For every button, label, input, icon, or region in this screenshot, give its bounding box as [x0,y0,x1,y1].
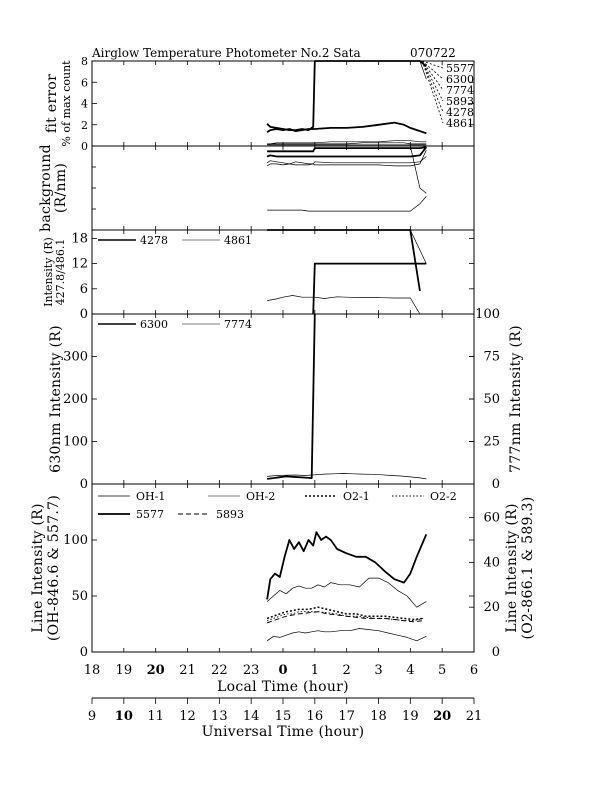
y-tick-label: 0 [81,140,88,153]
y-tick-label-right: 50 [483,392,500,407]
y-axis-label: Line Intensity (R) [30,503,46,633]
y-tick-label: 18 [71,231,88,247]
universal-time-label: Universal Time (hour) [201,724,365,740]
y-tick-label: 12 [71,256,88,272]
series-label: 7774 [446,84,474,97]
y-axis-label-2: (R/nm) [53,162,69,214]
local-time-tick-label: 6 [469,663,479,678]
panel-frame [92,61,474,146]
y-tick-label-right: 0 [491,477,500,492]
series-line-s4 [267,196,426,211]
panel-frame [92,314,474,484]
y-tick-label: 2 [81,118,88,132]
series-label: 5893 [446,95,474,108]
y-tick-label-right: 100 [475,307,500,322]
legend-label: OH-2 [246,490,276,503]
y-axis-label: fit error [44,73,60,134]
series-line-4278 [267,123,426,134]
universal-time-tick-label: 19 [402,709,419,724]
y-tick-label-right: 0 [491,645,500,660]
legend-label: O2-1 [343,490,370,503]
y-axis-label-2: (OH-846.6 & 557.7) [46,494,62,642]
panel-group [30,55,536,660]
series-line-s5 [267,146,426,193]
label-leader [422,61,443,112]
y-tick-label-right: 25 [483,434,500,450]
y-axis-label-right: Line Intensity (R) [504,503,520,633]
y-axis-label: Intensity (R) [42,237,55,307]
y-tick-label: 0 [79,477,88,492]
figure-date: 070722 [410,46,456,60]
series-line-o2-1 [267,607,423,619]
local-time-tick-label: 4 [406,663,415,678]
local-time-tick-label: 21 [179,663,196,678]
local-time-tick-label: 20 [146,663,165,678]
local-time-tick-label: 18 [83,663,101,678]
legend-label: 4278 [140,234,168,247]
local-time-tick-label: 0 [278,663,288,678]
universal-time-tick-label: 21 [465,709,483,724]
panel-frame [92,146,474,230]
universal-time-tick-label: 13 [211,709,228,724]
local-time-tick-label: 5 [438,663,447,678]
y-tick-label: 50 [71,589,88,604]
local-time-tick-label: 22 [211,663,228,678]
series-label: 4861 [446,117,474,130]
universal-time-tick-label: 20 [433,709,452,724]
y-tick-label: 6 [79,281,88,297]
universal-time-tick-label: 14 [242,709,260,724]
y-tick-label: 100 [63,533,88,548]
universal-time-tick-label: 10 [114,709,133,724]
y-tick-label: 4 [81,97,88,111]
local-time-tick-label: 1 [310,663,319,678]
series-label: 5577 [446,62,474,75]
y-axis-label: 630nm Intensity (R) [48,325,64,473]
series-label: 6300 [446,73,474,86]
label-leader [422,61,443,101]
universal-time-tick-label: 11 [147,709,164,724]
y-tick-label: 6 [81,76,88,90]
universal-time-tick-label: 16 [306,709,324,724]
y-tick-label: 8 [81,55,88,68]
y-tick-label-right: 40 [483,555,500,571]
legend-label: OH-1 [136,490,166,503]
legend-label: 6300 [140,318,168,331]
local-time-tick-label: 19 [115,663,133,678]
y-axis-label: background [38,144,54,232]
y-tick-label: 0 [79,307,88,322]
series-line-oh-1 [267,629,426,641]
y-tick-label-right: 60 [483,510,500,526]
local-time-tick-label: 2 [342,663,351,678]
y-axis-label-2: % of max count [60,60,73,147]
series-label: 4278 [446,106,474,119]
series-line-5577 [267,61,426,130]
series-line-4278 [267,230,420,291]
universal-time-tick-label: 18 [370,709,387,724]
series-line-6300 [267,314,315,479]
y-tick-label: 0 [79,645,88,660]
series-line-4278b [267,230,426,264]
legend-label: 4861 [224,234,252,247]
y-tick-label-right: 20 [483,600,500,616]
local-time-label: Local Time (hour) [217,679,349,695]
figure-title: Airglow Temperature Photometer No.2 Sata [92,46,361,60]
local-time-tick-label: 23 [242,663,260,678]
universal-time-tick-label: 15 [274,709,292,724]
series-line-s3 [267,157,426,164]
legend-label: O2-2 [430,490,457,503]
legend-label: 5893 [216,508,244,521]
y-axis-label-2: 427.8/486.1 [54,238,67,306]
universal-time-tick-label: 12 [179,709,196,724]
universal-time-tick-label: 9 [87,709,97,724]
y-tick-label: 200 [63,392,88,407]
y-tick-label-right: 75 [483,349,500,365]
series-line-4278c [313,264,426,314]
y-tick-label: 100 [63,434,88,450]
legend-label: 7774 [224,318,252,331]
legend-label: 5577 [136,508,164,521]
y-axis-label-right: 777nm Intensity (R) [508,325,524,473]
universal-time-tick-label: 17 [338,709,355,724]
y-axis-label-right-2: (O2-866.1 & 589.3) [520,496,536,640]
local-time-tick-label: 3 [374,663,383,678]
series-line-4861 [267,296,420,315]
y-tick-label: 300 [63,349,88,365]
